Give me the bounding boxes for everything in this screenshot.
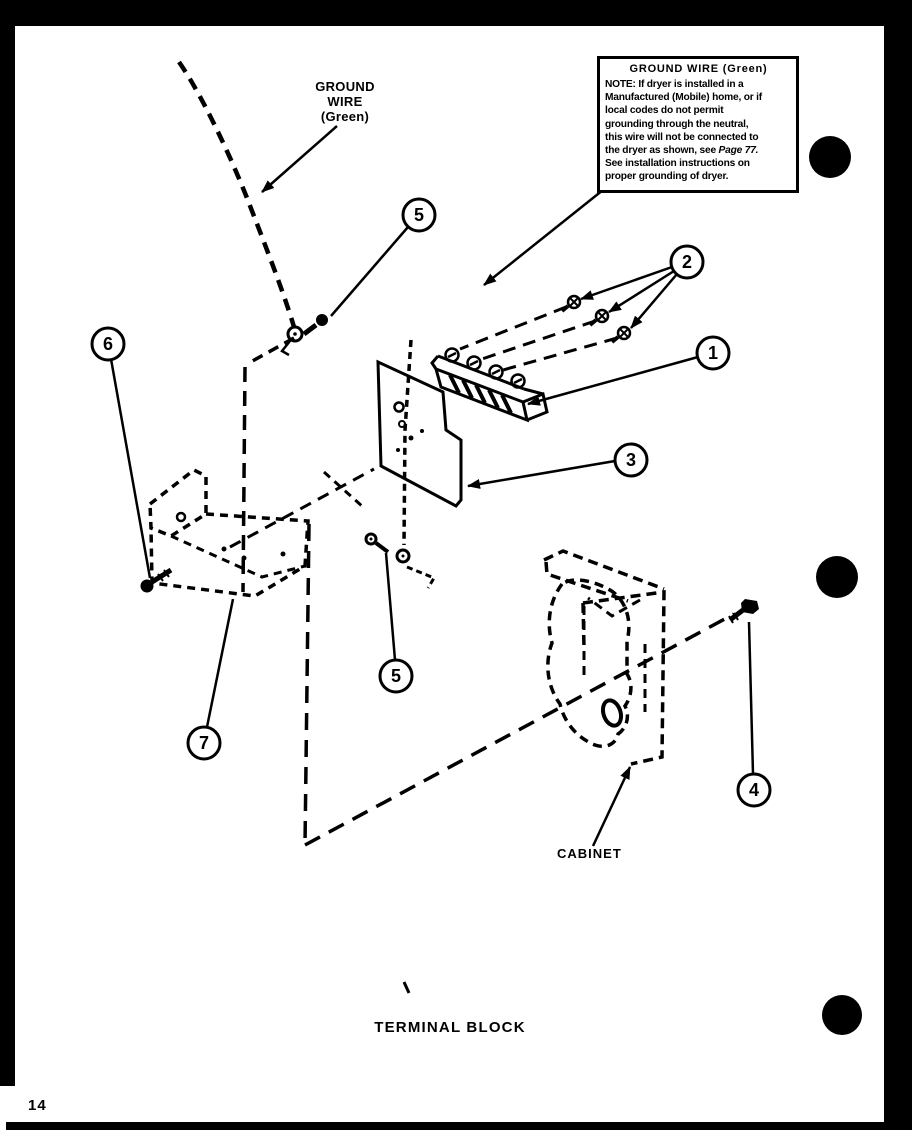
note-line: grounding through the neutral, [605, 118, 749, 130]
binding-dot [822, 995, 862, 1035]
binding-dots [809, 136, 862, 1035]
note-line: the dryer as shown, see Page 77. [605, 145, 759, 157]
note-line: proper grounding of dryer. [605, 171, 729, 183]
cabinet-label: CABINET [557, 846, 622, 861]
ground-wire-label [303, 79, 387, 124]
callout-number: 2 [681, 252, 693, 272]
callout-number: 5 [390, 666, 402, 686]
cabinet-bolt [729, 599, 759, 623]
alignment-lines [230, 338, 734, 845]
leader-cabinet-label [593, 767, 630, 846]
callout-7 [188, 727, 220, 759]
leader-callout-3 [468, 461, 615, 486]
leader-callout-2c [631, 274, 677, 328]
internal-ground-wire [404, 340, 411, 545]
leader-callout-4 [749, 622, 753, 774]
ground-wire-label-line: WIRE [327, 94, 363, 109]
callout-4 [738, 774, 770, 806]
binding-dot [809, 136, 851, 178]
callout-number: 3 [625, 450, 637, 470]
ground-wire-curve [179, 62, 294, 327]
binding-dot [816, 556, 858, 598]
note-line: See installation instructions on [605, 158, 750, 170]
note-line: Manufactured (Mobile) home, or if [605, 92, 762, 104]
note-line: this wire will not be connected to [605, 131, 759, 143]
note-line: local codes do not permit [605, 105, 724, 117]
callout-number: 7 [198, 733, 210, 753]
stray-mark [404, 982, 409, 993]
ground-wire-label-line: GROUND [315, 79, 375, 94]
callout-number: 1 [707, 343, 719, 363]
callout-2 [671, 246, 703, 278]
ground-wire-note-box [597, 56, 799, 193]
mounting-bracket [141, 470, 308, 596]
center-screw [366, 534, 388, 552]
leader-callout-1 [528, 357, 698, 404]
callout-1 [697, 337, 729, 369]
leader-callout-5-bottom [386, 553, 395, 660]
callout-5-bottom [380, 660, 412, 692]
leader-note-box [484, 190, 603, 285]
note-title: GROUND WIRE (Green) [629, 63, 768, 75]
mounting-plate-outline [378, 362, 461, 506]
figure-caption: TERMINAL BLOCK [374, 1019, 526, 1036]
leader-callout-6 [111, 359, 150, 578]
cabinet-hole [600, 698, 624, 728]
callouts [92, 199, 770, 806]
callout-5-top [403, 199, 435, 231]
ground-wire-label-line: (Green) [320, 109, 370, 124]
page-number: 14 [28, 1097, 47, 1114]
note-page-ref: Page 77. [718, 145, 759, 157]
ground-wire [179, 62, 302, 355]
mounting-plate [378, 340, 461, 588]
callout-number: 4 [748, 780, 760, 800]
bracket-screw [141, 570, 171, 592]
note-line: NOTE: If dryer is installed in a [605, 79, 744, 90]
callout-6 [92, 328, 124, 360]
terminal-block [432, 349, 547, 421]
leader-ground-wire-label [262, 126, 337, 192]
leader-callout-5-top [331, 227, 408, 316]
callout-number: 5 [413, 205, 425, 225]
cabinet-panel [583, 592, 664, 764]
ground-screw [304, 315, 328, 335]
callout-3 [615, 444, 647, 476]
terminal-screws [460, 296, 630, 370]
leader-callout-7 [207, 599, 233, 727]
callout-number: 6 [102, 334, 114, 354]
